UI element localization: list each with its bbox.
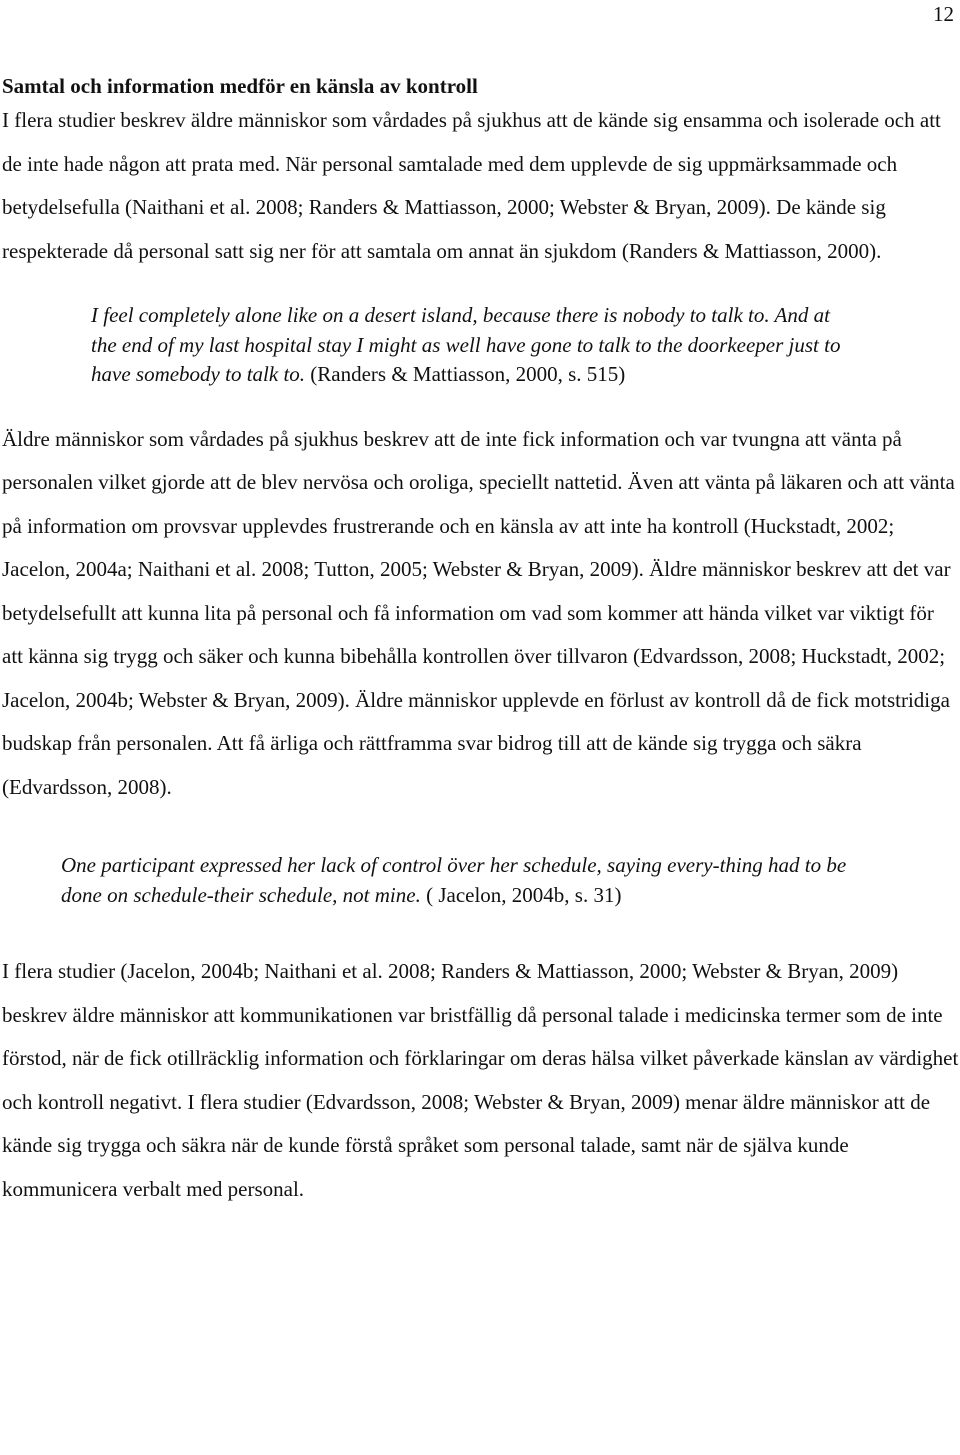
section-heading: Samtal och information medför en känsla av kontroll [2, 74, 478, 98]
quote-1-text: I feel completely alone like on a desert island, because there is nobody to talk to. And at the end of my last hospital stay I might as well have gone to talk to the doorkeeper just to have somebody to talk to. [91, 303, 841, 386]
quote-2-citation: ( Jacelon, 2004b, s. 31) [420, 882, 622, 907]
document-body [2, 72, 960, 1211]
paragraph-2: Äldre människor som vårdades på sjukhus beskrev att de inte fick information och var tvungna att vänta på personalen vilket gjorde att de blev nervösa och oroliga, speciellt nattetid. Även att vänta på läkaren och att vänta på information om provsvar upplevdes frustrerande och en känsla av att inte ha kontroll (Huckstadt, 2002; Jacelon, 2004a; Naithani et al. 2008; Tutton, 2005; Webster & Bryan, 2009). Äldre människor beskrev att det var betydelsefullt att kunna lita på personal och få information om vad som kommer att hända vilket var viktigt för att känna sig trygg och säker och kunna bibehålla kontrollen över tillvaron (Edvardsson, 2008; Huckstadt, 2002; Jacelon, 2004b; Webster & Bryan, 2009). Äldre människor upplevde en förlust av kontroll då de fick motstridiga budskap från personalen. Att få ärliga och rättframma svar bidrog till att de kände sig trygga och säkra (Edvardsson, 2008). [2, 426, 955, 799]
page-number: 12 [933, 2, 954, 26]
block-quote-1 [91, 301, 851, 390]
paragraph-1: I flera studier beskrev äldre människor som vårdades på sjukhus att de kände sig ensamma och isolerade och att de inte hade någon att prata med. När personal samtalade med dem upplevde de sig uppmärksammade och betydelsefulla (Naithani et al. 2008; Randers & Mattiasson, 2000; Webster & Bryan, 2009). De kände sig respekterade då personal satt sig ner för att samtala om annat än sjukdom (Randers & Mattiasson, 2000). [2, 108, 941, 263]
block-quote-2 [61, 851, 881, 910]
quote-1-citation: (Randers & Mattiasson, 2000, s. 515) [305, 362, 626, 386]
paragraph-3: I flera studier (Jacelon, 2004b; Naithani et al. 2008; Randers & Mattiasson, 2000; Webster & Bryan, 2009) beskrev äldre människor att kommunikationen var bristfällig då personal talade i medicinska termer som de inte förstod, när de fick otillräcklig information och förklaringar om deras hälsa vilket påverkade känslan av värdighet och kontroll negativt. I flera studier (Edvardsson, 2008; Webster & Bryan, 2009) menar äldre människor att de kände sig trygga och säkra när de kunde förstå språket som personal talade, samt när de själva kunde kommunicera verbalt med personal. [2, 959, 959, 1201]
quote-2-text: One participant expressed her lack of control över her schedule, saying every-thing had to be done on schedule-their schedule, not mine. [61, 853, 847, 907]
